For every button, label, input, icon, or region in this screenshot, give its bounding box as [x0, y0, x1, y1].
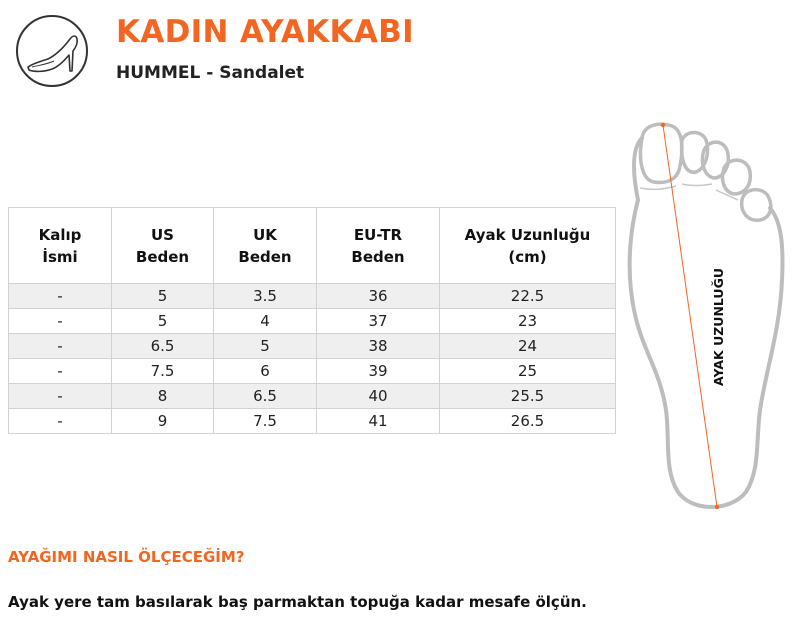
cell-uk: 5	[214, 334, 317, 359]
big-toe	[641, 124, 682, 182]
header-row	[9, 208, 616, 284]
cell-foot-length: 25.5	[440, 384, 616, 409]
col-header-uk: UK Beden	[214, 208, 317, 284]
size-table-body	[9, 284, 616, 434]
cell-foot-length: 23	[440, 309, 616, 334]
col-header-foot-length: Ayak Uzunluğu (cm)	[440, 208, 616, 284]
cell-kalip: -	[9, 309, 112, 334]
cell-foot-length: 24	[440, 334, 616, 359]
table-row	[9, 309, 616, 334]
cell-us: 5	[112, 309, 214, 334]
sole-outline	[630, 138, 783, 507]
col-header-us: US Beden	[112, 208, 214, 284]
cell-us: 6.5	[112, 334, 214, 359]
cell-uk: 7.5	[214, 409, 317, 434]
cell-us: 9	[112, 409, 214, 434]
foot-length-label: AYAK UZUNLUĞU	[711, 268, 726, 386]
cell-foot-length: 22.5	[440, 284, 616, 309]
cell-uk: 3.5	[214, 284, 317, 309]
high-heel-shoe-icon	[18, 17, 90, 89]
cell-eu-tr: 36	[317, 284, 440, 309]
cell-eu-tr: 39	[317, 359, 440, 384]
cell-uk: 6	[214, 359, 317, 384]
toe-crease	[682, 184, 712, 186]
table-row	[9, 284, 616, 309]
table-row	[9, 384, 616, 409]
shoe-logo	[16, 15, 88, 87]
help-heading: AYAĞIMI NASIL ÖLÇECEĞİM?	[8, 548, 245, 566]
measure-line	[663, 125, 717, 507]
fourth-toe	[722, 160, 750, 194]
cell-kalip: -	[9, 409, 112, 434]
cell-eu-tr: 38	[317, 334, 440, 359]
cell-eu-tr: 41	[317, 409, 440, 434]
cell-foot-length: 26.5	[440, 409, 616, 434]
col-header-kalip: Kalıp İsmi	[9, 208, 112, 284]
little-toe	[742, 190, 771, 221]
page-title: KADIN AYAKKABI	[116, 14, 414, 50]
cell-kalip: -	[9, 284, 112, 309]
cell-us: 7.5	[112, 359, 214, 384]
help-text: Ayak yere tam basılarak baş parmaktan topuğa kadar mesafe ölçün.	[8, 593, 587, 611]
cell-uk: 4	[214, 309, 317, 334]
size-table	[8, 207, 616, 434]
size-table-header	[9, 208, 616, 284]
cell-kalip: -	[9, 334, 112, 359]
cell-us: 8	[112, 384, 214, 409]
cell-eu-tr: 40	[317, 384, 440, 409]
measure-start-dot	[661, 123, 665, 127]
cell-kalip: -	[9, 384, 112, 409]
cell-eu-tr: 37	[317, 309, 440, 334]
cell-us: 5	[112, 284, 214, 309]
table-row	[9, 409, 616, 434]
cell-kalip: -	[9, 359, 112, 384]
table-row	[9, 334, 616, 359]
cell-foot-length: 25	[440, 359, 616, 384]
measure-end-dot	[715, 505, 719, 509]
table-row	[9, 359, 616, 384]
foot-outline-icon	[620, 110, 790, 520]
cell-uk: 6.5	[214, 384, 317, 409]
foot-diagram	[620, 110, 790, 524]
page-subtitle: HUMMEL - Sandalet	[116, 63, 305, 83]
col-header-eu-tr: EU-TR Beden	[317, 208, 440, 284]
toe-crease	[640, 186, 676, 189]
